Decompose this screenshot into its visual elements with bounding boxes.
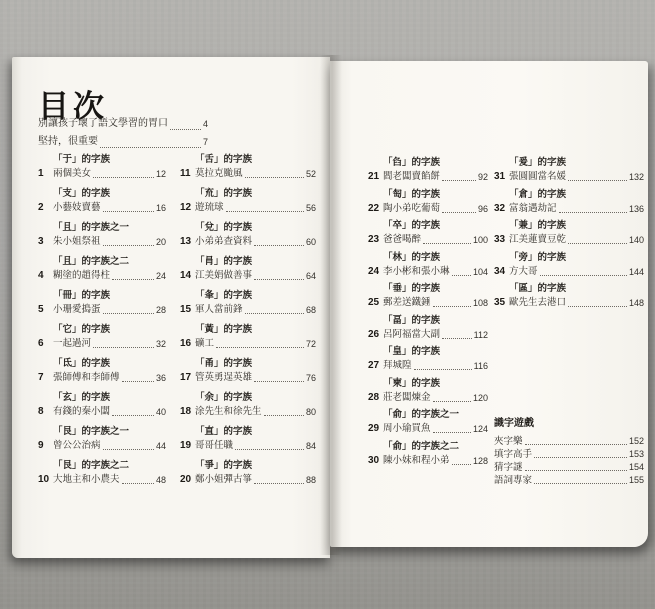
family-heading: 「兌」的字族 xyxy=(195,222,253,233)
toc-column-3 xyxy=(368,155,488,470)
page-number: 96 xyxy=(477,203,488,214)
page-number: 80 xyxy=(305,407,316,417)
dot-leader xyxy=(433,432,471,433)
toc-entry xyxy=(180,288,316,322)
page-number: 4 xyxy=(202,119,208,129)
page-number: 28 xyxy=(155,305,166,315)
dot-leader xyxy=(568,243,627,244)
entry-number: 18 xyxy=(180,406,192,417)
family-heading: 「倉」的字族 xyxy=(509,188,567,200)
story-line xyxy=(180,235,316,249)
dot-leader xyxy=(103,313,154,314)
entry-title: 小弟弟查資料 xyxy=(195,236,253,247)
family-heading: 「玄」的字族 xyxy=(53,392,111,403)
story-line xyxy=(38,303,166,317)
entry-title: 江美娟做善事 xyxy=(195,270,253,281)
toc-column-2 xyxy=(180,152,316,492)
dot-leader xyxy=(226,211,304,212)
entry-number: 6 xyxy=(38,338,44,349)
entry-title: 方大哥 xyxy=(509,265,538,277)
toc-entry xyxy=(494,218,644,250)
games-heading: 識字遊戲 xyxy=(494,418,534,429)
page-number: 48 xyxy=(155,475,166,485)
entry-title: 小藝妓賣藝 xyxy=(53,202,101,213)
family-heading: 「艮」的字族之一 xyxy=(53,426,130,437)
entry-title: 呂阿福當大副 xyxy=(383,328,441,340)
toc-column-4 xyxy=(494,155,644,313)
story-line xyxy=(180,439,316,453)
page-title: 目次 xyxy=(38,89,108,124)
toc-entry xyxy=(368,407,488,439)
entry-title: 歐先生去港口 xyxy=(509,297,567,308)
dot-leader xyxy=(525,470,627,471)
page-number: 104 xyxy=(472,266,488,277)
page-number: 72 xyxy=(305,339,316,349)
entry-title: 小珊愛搗蛋 xyxy=(53,304,101,315)
entry-title: 哥哥任職 xyxy=(195,440,234,451)
entry-number: 4 xyxy=(38,270,44,281)
page-number: 56 xyxy=(305,203,316,213)
dot-leader xyxy=(235,449,304,450)
toc-entry xyxy=(494,250,644,282)
story-line xyxy=(494,265,644,279)
game-title: 填字高手 xyxy=(494,449,533,460)
family-heading: 「支」的字族 xyxy=(53,188,111,199)
toc-column-1 xyxy=(38,152,166,492)
page-number: 132 xyxy=(628,172,644,182)
entry-number: 28 xyxy=(368,391,380,403)
page-number: 120 xyxy=(472,392,488,403)
entry-number: 3 xyxy=(38,236,44,247)
page-number: 88 xyxy=(305,475,316,485)
toc-entry xyxy=(38,152,166,186)
book-page-left xyxy=(12,57,330,558)
entry-number: 22 xyxy=(368,202,380,214)
entry-title: 管英勇逞英雄 xyxy=(195,372,253,383)
page-number: 153 xyxy=(628,449,644,459)
page-number: 144 xyxy=(628,266,644,277)
story-line xyxy=(368,202,488,216)
entry-number: 25 xyxy=(368,297,380,308)
family-heading: 「旁」的字族 xyxy=(509,251,567,263)
intro-text: 別讓孩子壞了語文學習的胃口 xyxy=(38,118,168,129)
dot-leader xyxy=(170,129,201,130)
story-line xyxy=(494,202,644,216)
toc-entry xyxy=(38,288,166,322)
entry-number: 20 xyxy=(180,474,192,485)
page-number: 68 xyxy=(305,305,316,315)
family-heading: 「氐」的字族 xyxy=(53,358,111,369)
dot-leader xyxy=(442,212,476,213)
entry-number: 35 xyxy=(494,297,506,308)
dot-leader xyxy=(100,147,201,148)
dot-leader xyxy=(525,444,627,445)
entry-number: 16 xyxy=(180,338,192,349)
family-heading: 「林」的字族 xyxy=(383,251,441,263)
entry-title: 涂先生和徐先生 xyxy=(195,406,262,417)
dot-leader xyxy=(423,243,471,244)
dot-leader xyxy=(254,245,304,246)
family-heading: 「俞」的字族之二 xyxy=(383,440,460,452)
entry-number: 33 xyxy=(494,234,506,245)
page-number: 12 xyxy=(155,169,166,179)
page-number: 52 xyxy=(305,169,316,179)
dot-leader xyxy=(245,177,304,178)
page-number: 155 xyxy=(628,475,644,485)
entry-number: 9 xyxy=(38,440,44,451)
family-heading: 「冊」的字族 xyxy=(53,290,111,301)
game-title: 語詞專家 xyxy=(494,475,533,486)
dot-leader xyxy=(254,483,304,484)
entry-number: 29 xyxy=(368,423,380,434)
page-number: 124 xyxy=(472,424,488,434)
story-line xyxy=(494,233,644,247)
toc-entry xyxy=(494,155,644,187)
toc-entry xyxy=(368,155,488,187)
entry-number: 27 xyxy=(368,360,380,371)
entry-title: 大地主和小農夫 xyxy=(53,474,120,485)
toc-entry xyxy=(368,281,488,313)
dot-leader xyxy=(122,483,154,484)
page-number: 116 xyxy=(473,361,488,371)
family-heading: 「俞」的字族之一 xyxy=(383,409,460,420)
dot-leader xyxy=(559,212,627,213)
family-heading: 「爭」的字族 xyxy=(195,460,253,471)
story-line xyxy=(368,328,488,342)
toc-entry xyxy=(180,424,316,458)
entry-number: 19 xyxy=(180,440,192,451)
dot-leader xyxy=(442,338,472,339)
family-heading: 「皇」的字族 xyxy=(383,346,441,357)
toc-entry xyxy=(38,458,166,492)
story-line xyxy=(180,303,316,317)
toc-entry xyxy=(180,220,316,254)
story-line xyxy=(494,170,644,184)
entry-number: 23 xyxy=(368,234,380,245)
page-number: 32 xyxy=(155,339,166,349)
story-line xyxy=(368,454,488,468)
game-item xyxy=(494,435,644,448)
dot-leader xyxy=(433,401,471,402)
story-line xyxy=(368,170,488,184)
entry-title: 鄭小姐彈古箏 xyxy=(195,474,253,485)
family-heading: 「區」的字族 xyxy=(509,283,567,294)
game-title: 夾字樂 xyxy=(494,436,523,447)
toc-entry xyxy=(38,254,166,288)
entry-title: 軍人當前鋒 xyxy=(195,304,243,315)
dot-leader xyxy=(254,279,304,280)
family-heading: 「㐬」的字族 xyxy=(195,188,253,199)
entry-title: 一起過河 xyxy=(53,338,92,349)
dot-leader xyxy=(534,457,627,458)
dot-leader xyxy=(534,483,627,484)
toc-entry xyxy=(38,186,166,220)
page-number: 148 xyxy=(628,298,644,308)
entry-title: 兩個美女 xyxy=(53,168,92,179)
toc-entry xyxy=(38,356,166,390)
dot-leader xyxy=(122,381,154,382)
toc-entry xyxy=(180,186,316,220)
toc-entry xyxy=(368,187,488,219)
toc-entry xyxy=(368,376,488,408)
story-line xyxy=(38,371,166,385)
entry-number: 30 xyxy=(368,454,380,466)
story-line xyxy=(38,201,166,215)
family-heading: 「夆」的字族 xyxy=(195,290,253,301)
entry-title: 遊琉球 xyxy=(195,202,224,213)
story-line xyxy=(368,422,488,436)
story-line xyxy=(368,359,488,373)
family-heading: 「兼」的字族 xyxy=(509,220,567,231)
toc-entry xyxy=(180,152,316,186)
story-line xyxy=(38,473,166,487)
toc-entry xyxy=(38,322,166,356)
page-number: 112 xyxy=(473,329,488,340)
page-number: 16 xyxy=(155,203,166,213)
family-heading: 「它」的字族 xyxy=(53,324,111,335)
game-item xyxy=(494,461,644,474)
dot-leader xyxy=(414,369,472,370)
entry-number: 26 xyxy=(368,328,380,340)
entry-title: 張圓圓當名媛 xyxy=(509,171,567,182)
story-line xyxy=(38,405,166,419)
page-number: 40 xyxy=(155,407,166,417)
entry-number: 8 xyxy=(38,406,44,417)
page-number: 154 xyxy=(628,462,644,472)
family-heading: 「直」的字族 xyxy=(195,426,253,437)
story-line xyxy=(180,167,316,181)
family-heading: 「臽」的字族 xyxy=(383,157,441,168)
dot-leader xyxy=(452,464,471,465)
toc-entry xyxy=(368,313,488,345)
story-line xyxy=(494,296,644,310)
game-item xyxy=(494,448,644,461)
entry-number: 34 xyxy=(494,265,506,277)
family-heading: 「肙」的字族 xyxy=(195,256,253,267)
entry-title: 莊老闆煉金 xyxy=(383,391,431,403)
entry-title: 周小瑜買魚 xyxy=(383,423,431,434)
intro-list xyxy=(38,115,208,151)
game-title: 猜字謎 xyxy=(494,462,523,473)
intro-item xyxy=(38,133,208,151)
family-heading: 「柬」的字族 xyxy=(383,377,441,389)
page-number: 136 xyxy=(628,203,644,214)
entry-title: 莫拉克颱風 xyxy=(195,168,243,179)
entry-title: 糊塗的趙得柱 xyxy=(53,270,111,281)
family-heading: 「爰」的字族 xyxy=(509,157,567,168)
entry-title: 曾公公治病 xyxy=(53,440,101,451)
page-number: 36 xyxy=(155,373,166,383)
story-line xyxy=(180,337,316,351)
dot-leader xyxy=(245,313,304,314)
family-heading: 「于」的字族 xyxy=(53,154,111,165)
entry-title: 閻老闆賣餡餅 xyxy=(383,171,441,182)
intro-text: 堅持，很重要 xyxy=(38,136,98,147)
dot-leader xyxy=(103,211,154,212)
entry-title: 礦工 xyxy=(195,338,215,349)
story-line xyxy=(368,233,488,247)
dot-leader xyxy=(112,279,154,280)
page-number: 100 xyxy=(472,235,488,245)
entry-number: 17 xyxy=(180,372,192,383)
family-heading: 「且」的字族之二 xyxy=(53,256,130,267)
entry-title: 江美蓮賣豆乾 xyxy=(509,234,567,245)
family-heading: 「畐」的字族 xyxy=(383,314,441,326)
family-heading: 「且」的字族之一 xyxy=(53,222,130,233)
entry-number: 2 xyxy=(38,202,44,213)
entry-title: 李小彬和張小琳 xyxy=(383,265,450,277)
toc-entry xyxy=(494,281,644,313)
family-heading: 「卒」的字族 xyxy=(383,220,441,231)
story-line xyxy=(180,473,316,487)
entry-title: 朱小姐祭祖 xyxy=(53,236,101,247)
dot-leader xyxy=(103,449,154,450)
intro-item xyxy=(38,115,208,133)
story-line xyxy=(38,167,166,181)
story-line xyxy=(38,439,166,453)
page-number: 92 xyxy=(477,172,488,182)
family-heading: 「余」的字族 xyxy=(195,392,253,403)
entry-number: 12 xyxy=(180,202,192,213)
page-number: 152 xyxy=(628,436,644,446)
story-line xyxy=(180,201,316,215)
entry-number: 5 xyxy=(38,304,44,315)
family-heading: 「匋」的字族 xyxy=(383,188,441,200)
entry-title: 郵差送鐵錘 xyxy=(383,297,431,308)
family-heading: 「垂」的字族 xyxy=(383,283,441,294)
dot-leader xyxy=(93,347,154,348)
page-number: 128 xyxy=(472,455,488,466)
page-number: 108 xyxy=(472,298,488,308)
entry-number: 24 xyxy=(368,265,380,277)
entry-title: 陳小妹和程小弟 xyxy=(383,454,450,466)
story-line xyxy=(180,371,316,385)
dot-leader xyxy=(93,177,154,178)
story-line xyxy=(180,405,316,419)
page-number: 44 xyxy=(155,441,166,451)
page-number: 60 xyxy=(305,237,316,247)
family-heading: 「艮」的字族之二 xyxy=(53,460,130,471)
entry-number: 32 xyxy=(494,202,506,214)
toc-entry xyxy=(368,250,488,282)
dot-leader xyxy=(264,415,304,416)
toc-entry xyxy=(368,439,488,471)
dot-leader xyxy=(452,275,471,276)
book-page-right xyxy=(330,61,648,547)
toc-entry xyxy=(180,458,316,492)
dot-leader xyxy=(433,306,471,307)
toc-entry xyxy=(38,390,166,424)
page-number: 7 xyxy=(202,137,208,147)
toc-entry xyxy=(180,356,316,390)
entry-title: 拜城隍 xyxy=(383,360,412,371)
page-number: 64 xyxy=(305,271,316,281)
dot-leader xyxy=(442,180,476,181)
page-number: 84 xyxy=(305,441,316,451)
entry-title: 有錢的秦小闆 xyxy=(53,406,111,417)
page-number: 76 xyxy=(305,373,316,383)
entry-title: 爸爸喝醉 xyxy=(383,234,422,245)
dot-leader xyxy=(112,415,154,416)
toc-entry xyxy=(38,424,166,458)
toc-entry xyxy=(180,322,316,356)
story-line xyxy=(38,269,166,283)
story-line xyxy=(180,269,316,283)
dot-leader xyxy=(568,180,627,181)
story-line xyxy=(368,296,488,310)
entry-number: 1 xyxy=(38,168,44,179)
toc-entry xyxy=(368,218,488,250)
dot-leader xyxy=(103,245,154,246)
toc-entry xyxy=(180,390,316,424)
page-number: 24 xyxy=(155,271,166,281)
entry-number: 31 xyxy=(494,171,506,182)
entry-number: 7 xyxy=(38,372,44,383)
toc-entry xyxy=(368,344,488,376)
story-line xyxy=(368,265,488,279)
family-heading: 「舌」的字族 xyxy=(195,154,253,165)
game-item xyxy=(494,474,644,487)
entry-number: 11 xyxy=(180,168,191,179)
dot-leader xyxy=(568,306,627,307)
entry-number: 14 xyxy=(180,270,192,281)
family-heading: 「黃」的字族 xyxy=(195,324,253,335)
entry-number: 13 xyxy=(180,236,192,247)
entry-title: 陶小弟吃葡萄 xyxy=(383,202,441,214)
dot-leader xyxy=(540,275,627,276)
toc-entry xyxy=(38,220,166,254)
entry-title: 富翁遇劫記 xyxy=(509,202,557,214)
family-heading: 「甬」的字族 xyxy=(195,358,253,369)
entry-number: 15 xyxy=(180,304,192,315)
entry-number: 21 xyxy=(368,171,380,182)
toc-entry xyxy=(494,187,644,219)
toc-entry xyxy=(180,254,316,288)
games-section xyxy=(494,417,644,487)
page-number: 140 xyxy=(628,235,644,245)
story-line xyxy=(38,337,166,351)
story-line xyxy=(368,391,488,405)
story-line xyxy=(38,235,166,249)
dot-leader xyxy=(254,381,304,382)
entry-number: 10 xyxy=(38,474,50,485)
page-number: 20 xyxy=(155,237,166,247)
entry-title: 張師傅和李師傅 xyxy=(53,372,120,383)
dot-leader xyxy=(216,347,304,348)
